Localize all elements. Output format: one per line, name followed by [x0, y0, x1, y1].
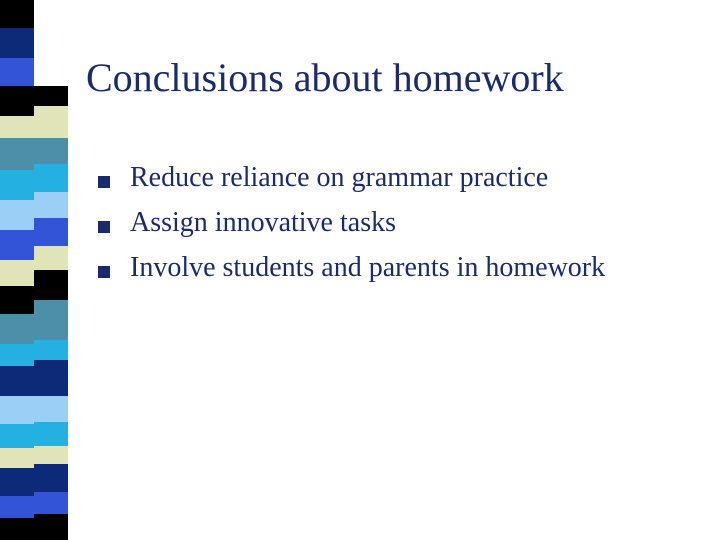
bullet-text: Reduce reliance on grammar practice: [130, 162, 549, 193]
square-bullet-icon: [98, 221, 110, 233]
bullet-text: Involve students and parents in homework: [130, 252, 606, 283]
square-bullet-icon: [98, 266, 110, 278]
bullet-text: Assign innovative tasks: [130, 207, 396, 238]
slide-title: Conclusions about homework: [86, 55, 564, 100]
decorative-stripe: [0, 0, 68, 540]
square-bullet-icon: [98, 176, 110, 188]
